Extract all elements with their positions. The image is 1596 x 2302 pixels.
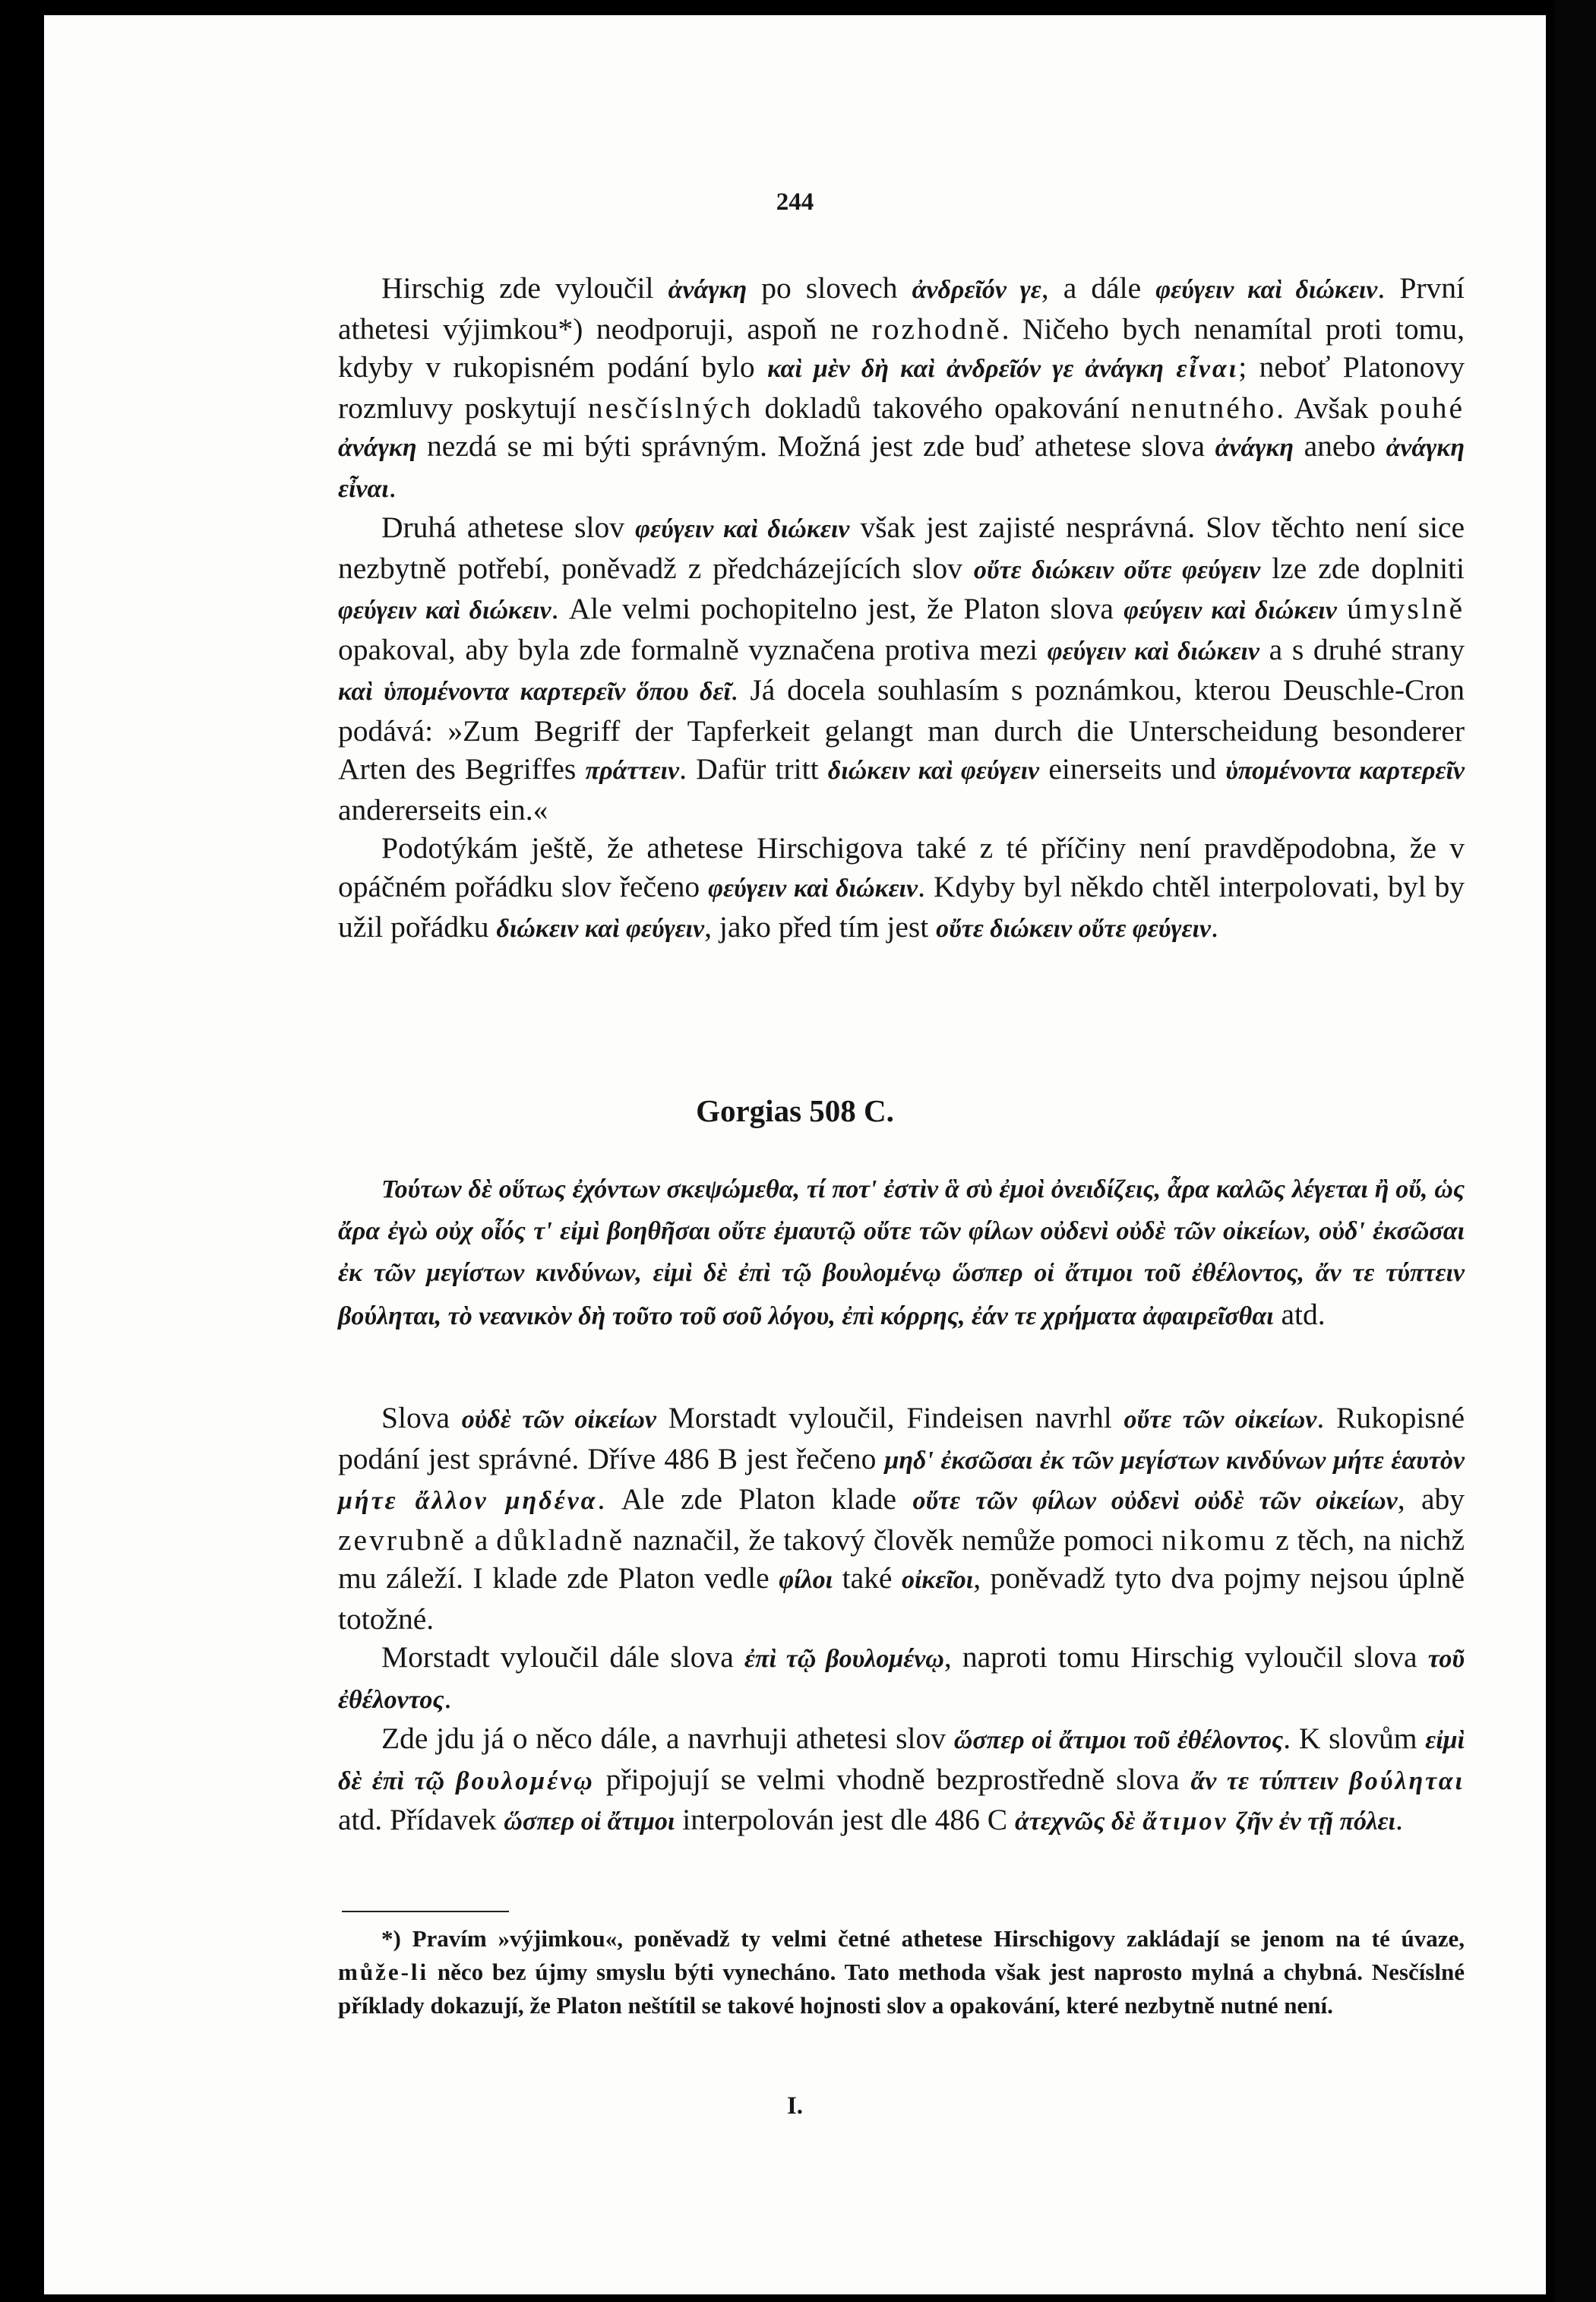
spaced-text: nikomu	[1161, 1523, 1268, 1557]
text-run: Hirschig zde vyloučil	[381, 271, 668, 305]
text-run: Zde jdu já o něco dále, a navrhuji athetesi slov	[381, 1722, 954, 1755]
spaced-text: pouhé	[1380, 391, 1465, 425]
upper-text-block	[338, 269, 1465, 949]
greek-term: ἄτιμον	[1142, 1807, 1228, 1836]
paragraph-2	[338, 508, 1465, 829]
greek-term: ἀνάγκη	[668, 276, 747, 304]
text-run: .	[444, 1681, 452, 1715]
text-run: , naproti tomu Hirschig vyloučil slova	[943, 1640, 1428, 1674]
text-run: nezdá se mi býti správným. Možná jest zde buď athetese slova	[416, 429, 1215, 463]
greek-term: ἀνάγκη εἶναι	[338, 434, 1465, 503]
text-run: anebo	[1294, 429, 1386, 463]
quote-tail: atd.	[1273, 1298, 1326, 1331]
greek-term: εἶναι	[1176, 355, 1239, 383]
greek-term: οὔτε διώκειν οὔτε φεύγειν	[973, 555, 1261, 584]
text-run: andererseits ein.«	[338, 792, 548, 827]
text-run: ; neboť Platonovy rozmluvy poskytují	[338, 350, 1465, 425]
text-run: .	[1211, 910, 1218, 944]
greek-term: οἰκεῖοι	[901, 1566, 974, 1594]
text-run: Podotýkám ještě, že athetese Hirschigova také z té příčiny není pravděpodobna, že v opáčném pořádku slov řečeno	[338, 831, 1465, 903]
text-run: a	[466, 1523, 497, 1557]
greek-term: ἀνδρεῖόν γε	[912, 276, 1041, 304]
lower-text-block	[338, 1399, 1465, 1842]
greek-term: ἀνάγκη	[1215, 434, 1294, 462]
text-run: . První athetesi výjimkou*) neodporuji, aspoň ne	[338, 271, 1465, 346]
text-run: , aby	[1397, 1482, 1465, 1516]
greek-term: πράττειν	[585, 757, 680, 785]
paragraph-5	[338, 1638, 1465, 1719]
text-run: dokladů takového opakování	[753, 391, 1131, 425]
scan-border	[1554, 0, 1596, 2302]
text-run: a s druhé strany	[1259, 632, 1465, 666]
text-run: *) Pravím »výjimkou«, poněvadž ty velmi četné athetese Hirschigovy zakládají se jenom na té úvaze,	[381, 1925, 1465, 1952]
text-run: něco bez újmy smyslu býti vynecháno. Tato methoda však jest naprosto mylná a chybná. Nesčíslné příklady dokazují, že Platon neštítil se takové hojnosti slov a opakování, které nezbytně nutné není.	[338, 1959, 1465, 2019]
text-run: . Ničeho bych nenamítal proti tomu, kdyby v rukopisném podání bylo	[338, 311, 1465, 384]
text-run: . Ale zde Platon klade	[597, 1482, 913, 1516]
paragraph-4	[338, 1399, 1465, 1638]
text-run: , jako před tím jest	[704, 910, 937, 944]
greek-term: οὔτε διώκειν οὔτε φεύγειν	[936, 915, 1212, 943]
text-run: připojují se velmi vhodně bezprostředně slova	[594, 1762, 1191, 1796]
paragraph-6	[338, 1719, 1465, 1842]
page-number: 244	[776, 188, 814, 216]
text-run: , poněvadž tyto dva pojmy nejsou úplně totožné.	[338, 1561, 1465, 1636]
greek-term: βουλομένῳ	[456, 1766, 595, 1795]
spaced-text: nesčíslných	[587, 391, 754, 425]
greek-term: φεύγειν καὶ διώκειν	[708, 874, 918, 903]
greek-term: ὑπομένοντα καρτερεῖν	[1225, 757, 1465, 785]
text-run: naznačil, že takový člověk nemůže pomoci	[624, 1523, 1162, 1557]
greek-term: μηδ' ἐκσῶσαι ἐκ τῶν μεγίστων κινδύνων μήτε ἑαυτὸν	[884, 1446, 1465, 1475]
scanned-page	[44, 15, 1546, 2294]
text-run: interpolován jest dle 486 C	[675, 1803, 1015, 1836]
greek-term: ἄν τε τύπτειν	[1190, 1766, 1338, 1795]
text-run: po slovech	[747, 271, 912, 305]
text-run: .	[1395, 1803, 1403, 1836]
greek-term: φίλοι	[779, 1566, 833, 1594]
paragraph-3	[338, 829, 1465, 949]
greek-term: οὐδὲ τῶν οἰκείων	[461, 1406, 656, 1434]
footnote-divider	[342, 1911, 509, 1912]
spaced-text: úmyslně	[1347, 592, 1465, 625]
greek-term: καὶ μὲν δὴ καὶ ἀνδρεῖόν γε ἀνάγκη	[767, 355, 1164, 383]
text-run: . Dafür tritt	[679, 752, 828, 786]
greek-quotation	[338, 1168, 1465, 1337]
paragraph-1	[338, 269, 1465, 508]
greek-term: ὥσπερ οἱ ἄτιμοι τοῦ ἐθέλοντος	[953, 1726, 1284, 1754]
greek-term: διώκειν καὶ φεύγειν	[496, 915, 705, 943]
greek-term: ἀτεχνῶς δὲ	[1015, 1807, 1136, 1836]
text-run: einerseits und	[1039, 752, 1226, 786]
spaced-text: nenutného	[1130, 391, 1277, 425]
greek-term: ἐπὶ τῷ βουλομένῳ	[744, 1645, 944, 1673]
text-run: . K slovům	[1283, 1722, 1426, 1755]
greek-term: μήτε ἄλλον μηδένα	[338, 1487, 598, 1515]
greek-term: φεύγειν καὶ διώκειν	[1155, 276, 1378, 304]
text-run: atd. Přídavek	[338, 1803, 504, 1836]
greek-term: οὔτε τῶν φίλων οὐδενὶ οὐδὲ τῶν οἰκείων	[912, 1487, 1398, 1515]
section-heading: Gorgias 508 C.	[696, 1093, 894, 1128]
text-run: také	[833, 1561, 902, 1595]
spaced-text: může-li	[338, 1959, 429, 1985]
text-run: opakoval, aby byla zde formalně vyznačena protiva mezi	[338, 632, 1048, 666]
signature-mark: I.	[786, 2092, 804, 2120]
text-run: z těch, na nichž mu záleží. I klade zde Platon vedle	[338, 1523, 1465, 1595]
greek-term: βούληται	[1349, 1766, 1465, 1795]
greek-term: ἀνάγκη	[338, 434, 417, 462]
greek-term: φεύγειν καὶ διώκειν	[1047, 637, 1259, 666]
text-run: . Avšak	[1276, 391, 1380, 425]
spaced-text: důkladně	[496, 1523, 625, 1557]
greek-term: οὔτε τῶν οἰκείων	[1124, 1406, 1317, 1434]
text-run: . Já docela souhlasím s poznámkou, kterou Deuschle-Cron podává: »Zum Begriff der Tapferkeit gelangt man durch die Unterscheidung besonderer Arten des Begriffes	[338, 673, 1465, 786]
greek-term: διώκειν καὶ φεύγειν	[827, 757, 1040, 785]
footnote	[338, 1922, 1465, 2022]
text-run: lze zde doplniti	[1260, 551, 1465, 585]
text-run: Druhá athetese slov	[381, 511, 636, 544]
greek-term: ζῆν ἐν τῇ πόλει	[1235, 1807, 1395, 1836]
text-run: Morstadt vyloučil, Findeisen navrhl	[656, 1401, 1124, 1434]
greek-term: ὥσπερ οἱ ἄτιμοι	[504, 1807, 675, 1836]
text-run: však jest zajisté nesprávná. Slov těchto není sice nezbytně potřebí, poněvadž z předcházejících slov	[338, 511, 1465, 585]
text-run: . Kdyby byl někdo chtěl interpolovati, byl by užil pořádku	[338, 869, 1465, 944]
text-run: , a dále	[1041, 271, 1156, 305]
text-run	[1337, 592, 1347, 625]
greek-term: φεύγειν καὶ διώκειν	[338, 596, 551, 625]
spaced-text: rozhodně	[871, 311, 1002, 346]
text-run: Morstadt vyloučil dále slova	[381, 1640, 744, 1674]
greek-term: τοῦ ἐθέλοντος	[338, 1645, 1465, 1714]
text-run: .	[388, 470, 397, 504]
greek-quote-text: Τούτων δὲ οὕτως ἐχόντων σκεψώμεθα, τί ποτ' ἐστὶν ἃ σὺ ἐμοὶ ὀνειδίζεις, ἆρα καλῶς λέγεται ἢ οὔ, ὡς ἄρα ἐγὼ οὐχ οἷός τ' εἰμὶ βοηθῆσαι οὔτε ἐμαυτῷ οὔτε τῶν φίλων οὐδενὶ οὐδὲ τῶν οἰκείων, οὐδ' ἐκσῶσαι ἐκ τῶν μεγίστων κινδύνων, εἰμὶ δὲ ἐπὶ τῷ βουλομένῳ ὥσπερ οἱ ἄτιμοι τοῦ ἐθέλοντος, ἄν τε τύπτειν βούληται, τὸ νεανικὸν δὴ τοῦτο τοῦ σοῦ λόγου, ἐπὶ κόρρης, ἐάν τε χρήματα ἀφαιρεῖσθαι	[338, 1175, 1465, 1330]
greek-term: εἰμὶ δὲ ἐπὶ τῷ	[338, 1726, 1465, 1795]
text-run: Slova	[381, 1401, 462, 1434]
greek-term: καὶ ὑπομένοντα καρτερεῖν ὅπου δεῖ	[338, 678, 731, 706]
spaced-text: zevrubně	[338, 1523, 466, 1557]
greek-term: φεύγειν καὶ διώκειν	[635, 515, 850, 543]
greek-term: φεύγειν καὶ διώκειν	[1124, 596, 1337, 625]
text-run: . Rukopisné podání jest správné. Dříve 486 B jest řečeno	[338, 1401, 1465, 1475]
text-run: . Ale velmi pochopitelno jest, že Platon slova	[551, 592, 1124, 625]
